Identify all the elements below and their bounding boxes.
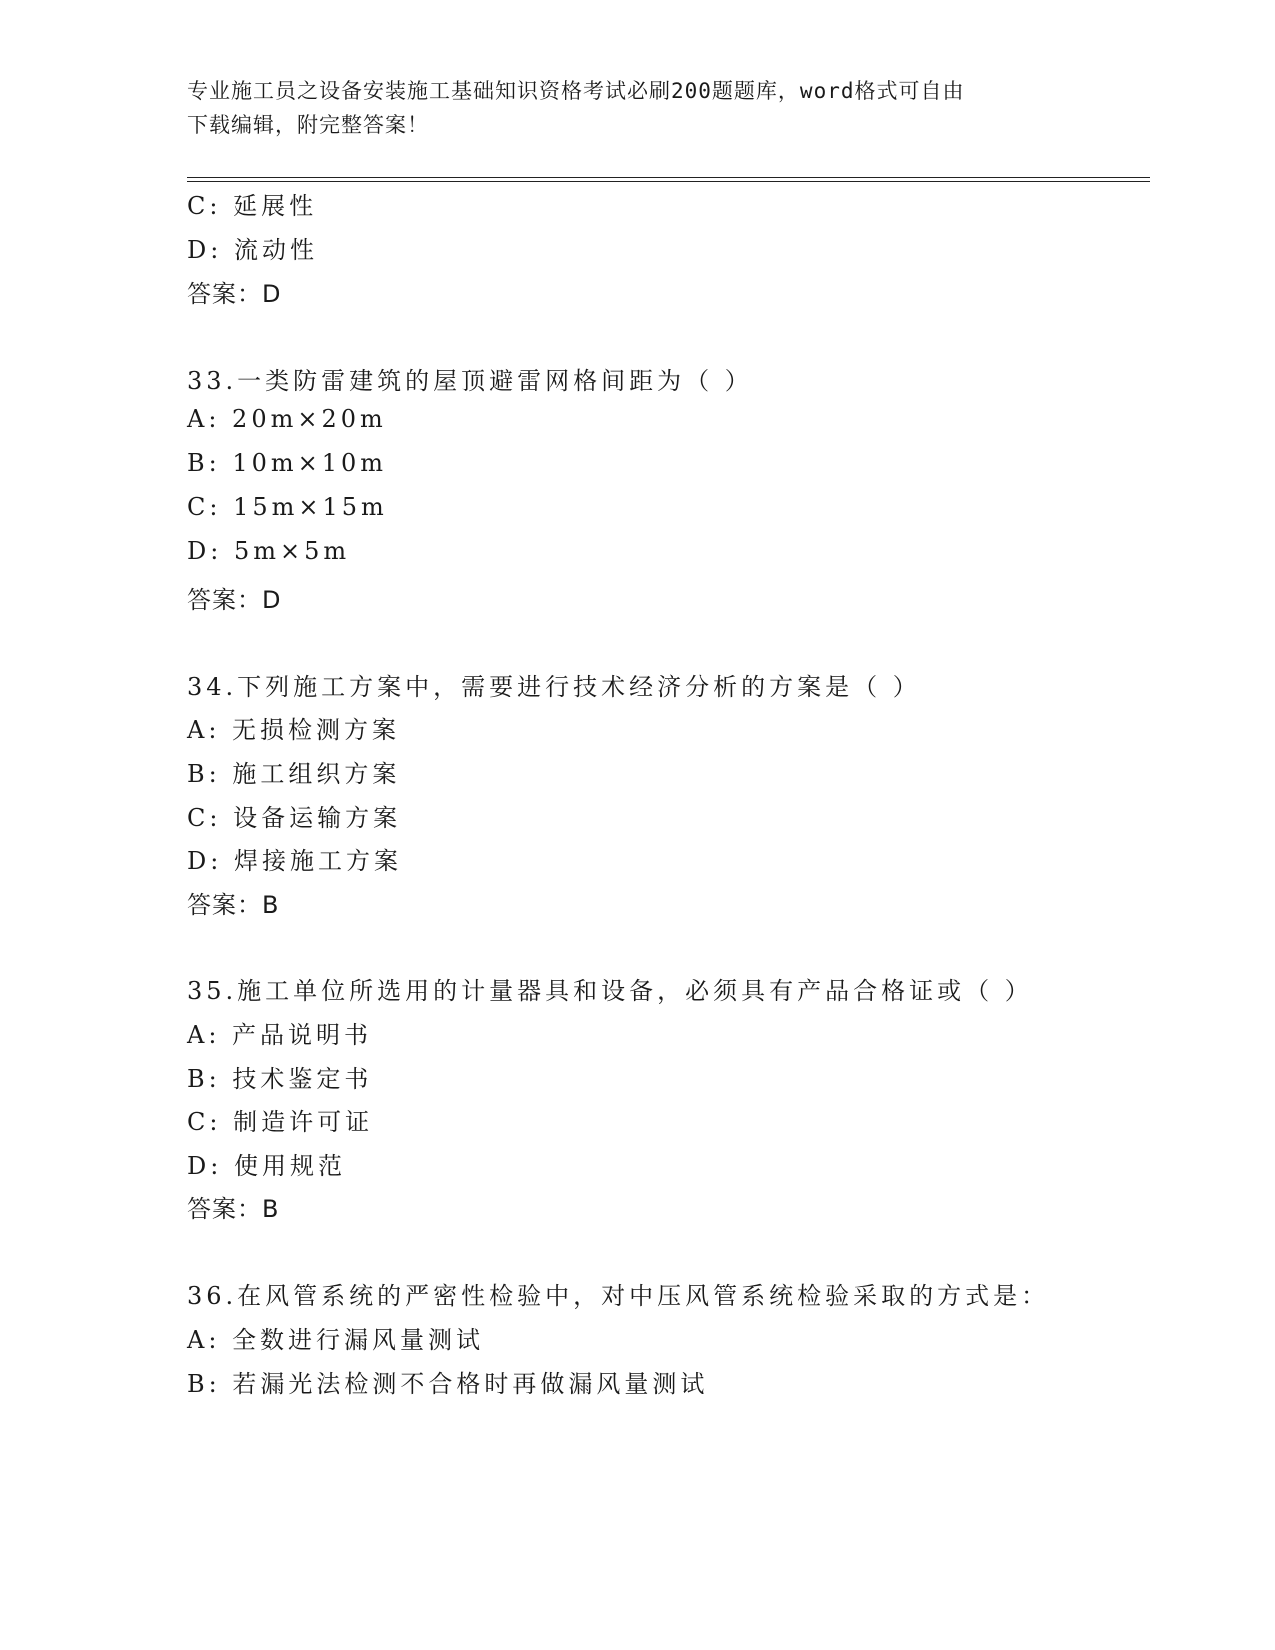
q33-option-c: C: 15m×15m — [187, 493, 388, 521]
q35-answer: 答案：B — [187, 1195, 280, 1223]
header-divider-bottom — [187, 181, 1150, 182]
q33-answer: 答案：D — [187, 586, 282, 614]
prev-option-c: C: 延展性 — [187, 192, 318, 220]
q36-question: 36.在风管系统的严密性检验中，对中压风管系统检验采取的方式是： — [187, 1282, 1050, 1310]
q34-answer: 答案：B — [187, 891, 280, 919]
q36-option-a: A: 全数进行漏风量测试 — [187, 1326, 485, 1354]
q34-option-b: B: 施工组织方案 — [187, 760, 401, 788]
q35-question: 35.施工单位所选用的计量器具和设备，必须具有产品合格证或（ ） — [187, 977, 1033, 1005]
q34-option-c: C: 设备运输方案 — [187, 804, 402, 832]
q35-option-d: D: 使用规范 — [187, 1152, 346, 1180]
q33-question: 33.一类防雷建筑的屋顶避雷网格间距为（ ） — [187, 367, 753, 395]
q36-option-b: B: 若漏光法检测不合格时再做漏风量测试 — [187, 1370, 709, 1398]
q34-option-a: A: 无损检测方案 — [187, 716, 401, 744]
document-header — [187, 74, 1067, 142]
q35-option-b: B: 技术鉴定书 — [187, 1065, 373, 1093]
header-line-2: 下载编辑，附完整答案！ — [187, 113, 429, 137]
header-divider-top — [187, 177, 1150, 178]
prev-option-d: D: 流动性 — [187, 236, 318, 264]
prev-answer: 答案：D — [187, 280, 282, 308]
q33-option-b: B: 10m×10m — [187, 449, 388, 477]
q34-question: 34.下列施工方案中，需要进行技术经济分析的方案是（ ） — [187, 673, 921, 701]
q33-option-a: A: 20m×20m — [187, 405, 387, 433]
q35-option-a: A: 产品说明书 — [187, 1021, 373, 1049]
q33-option-d: D: 5m×5m — [187, 537, 351, 565]
q35-option-c: C: 制造许可证 — [187, 1108, 374, 1136]
q34-option-d: D: 焊接施工方案 — [187, 847, 402, 875]
header-line-1: 专业施工员之设备安装施工基础知识资格考试必刷200题题库，word格式可自由 — [187, 79, 965, 103]
